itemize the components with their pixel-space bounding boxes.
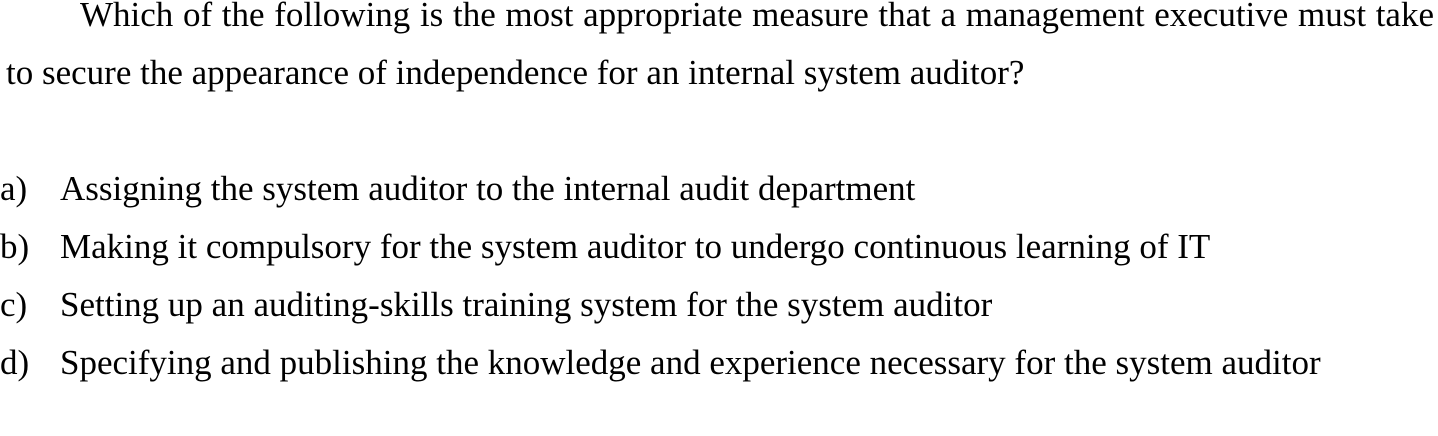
option-b [0, 218, 1438, 276]
question-text: Which of the following is the most appropriate measure that a management executive must take to secure the appearance of independence for an internal system auditor? [6, 0, 1434, 92]
answer-options-list [0, 160, 1438, 392]
option-d-text: Specifying and publishing the knowledge and experience necessary for the system auditor [60, 343, 1321, 382]
option-c [0, 276, 1438, 334]
option-d-letter: d) [0, 343, 30, 382]
option-a [0, 160, 1438, 218]
option-a-text: Assigning the system auditor to the internal audit department [60, 169, 916, 208]
option-b-letter: b) [0, 227, 30, 266]
option-b-text: Making it compulsory for the system auditor to undergo continuous learning of IT [60, 227, 1211, 266]
option-a-letter: a) [0, 169, 28, 208]
option-c-text: Setting up an auditing-skills training system for the system auditor [60, 285, 993, 324]
option-d [0, 334, 1438, 392]
option-c-letter: c) [0, 285, 28, 324]
